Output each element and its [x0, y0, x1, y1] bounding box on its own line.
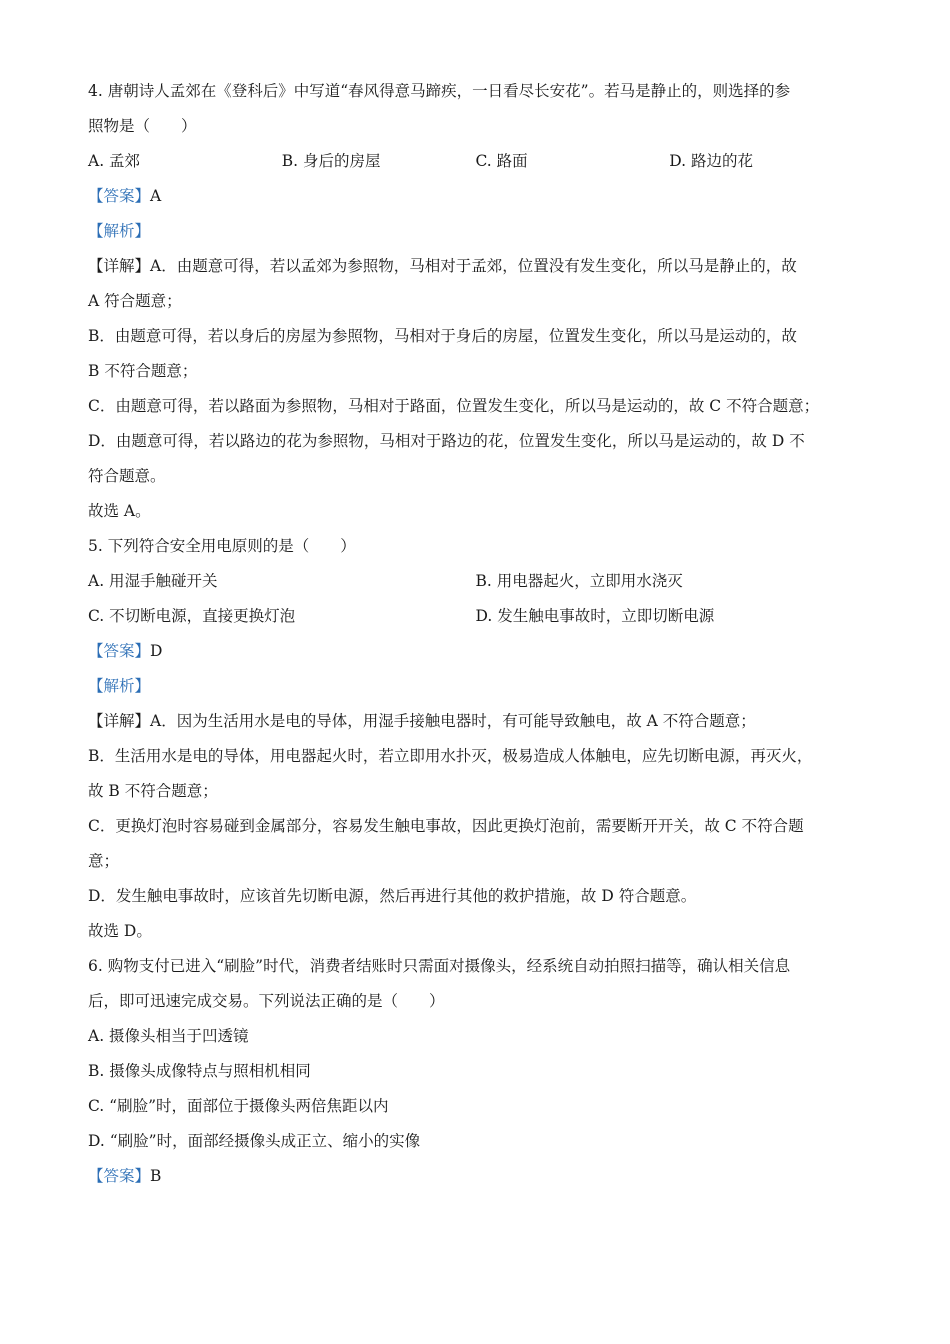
q4-detail-line5: C．由题意可得，若以路面为参照物，马相对于路面，位置发生变化，所以马是运动的，故 C 不符合题意；	[88, 397, 820, 415]
q4-stem-line2: 照物是（ ）	[88, 117, 197, 135]
q4-option-b: B. 身后的房屋	[281, 152, 381, 170]
q5-detail-line4: C．更换灯泡时容易碰到金属部分，容易发生触电事故，因此更换灯泡前，需要断开开关，故 C 不符合题	[88, 817, 804, 835]
q4-conclusion: 故选 A。	[88, 502, 151, 520]
q5-analysis	[88, 673, 863, 708]
q6-option-c: C. “刷脸”时，面部位于摄像头两倍焦距以内	[88, 1097, 389, 1115]
answer-tag: 【答案】	[88, 187, 151, 205]
q5-options-row2	[88, 603, 863, 638]
q4-detail-line3: B．由题意可得，若以身后的房屋为参照物，马相对于身后的房屋，位置发生变化，所以马是运动的，故	[88, 327, 797, 345]
q6-stem-line1: 6. 购物支付已进入“刷脸”时代，消费者结账时只需面对摄像头，经系统自动拍照扫描等，确认相关信息	[88, 957, 791, 975]
answer-tag: 【答案】	[88, 1167, 151, 1185]
q6-answer	[88, 1163, 863, 1198]
q4-analysis	[88, 218, 863, 253]
q5-option-a: A. 用湿手触碰开关	[88, 572, 218, 590]
analysis-tag: 【解析】	[88, 677, 151, 695]
q4-detail-line7: 符合题意。	[88, 467, 166, 485]
q4-option-a: A. 孟郊	[88, 152, 141, 170]
q4-answer-value: A	[150, 187, 162, 205]
q5-detail-line3: 故 B 不符合题意；	[88, 782, 218, 800]
q5-answer-value: D	[150, 642, 163, 660]
q6-answer-value: B	[150, 1167, 162, 1185]
q4-detail-line4: B 不符合题意；	[88, 362, 198, 380]
q6-option-a: A. 摄像头相当于凹透镜	[88, 1027, 249, 1045]
q4-detail-text1: A．由题意可得，若以孟郊为参照物，马相对于孟郊，位置没有发生变化，所以马是静止的，故	[150, 257, 797, 275]
q5-detail-line6: D．发生触电事故时，应该首先切断电源，然后再进行其他的救护措施，故 D 符合题意。	[88, 887, 697, 905]
q5-answer	[88, 638, 863, 673]
q4-detail-line1	[88, 253, 863, 288]
q5-options-row1	[88, 568, 863, 603]
q4-options	[88, 148, 863, 183]
q5-conclusion: 故选 D。	[88, 922, 152, 940]
analysis-tag: 【解析】	[88, 222, 151, 240]
q4-option-d: D. 路边的花	[669, 152, 753, 170]
detail-tag: 【详解】	[88, 257, 151, 275]
detail-tag: 【详解】	[88, 712, 151, 730]
q4-detail-line2: A 符合题意；	[88, 292, 182, 310]
q5-detail-line1	[88, 708, 863, 743]
q5-stem-line1: 5. 下列符合安全用电原则的是（ ）	[88, 537, 356, 555]
q4-answer	[88, 183, 863, 218]
q4-stem-line1: 4. 唐朝诗人孟郊在《登科后》中写道“春风得意马蹄疾，一日看尽长安花”。若马是静止的，则选择的参	[88, 82, 791, 100]
q6-option-d: D. “刷脸”时，面部经摄像头成正立、缩小的实像	[88, 1132, 421, 1150]
q5-option-d: D. 发生触电事故时，立即切断电源	[475, 607, 715, 625]
q5-option-b: B. 用电器起火，立即用水浇灭	[475, 572, 683, 590]
answer-tag: 【答案】	[88, 642, 151, 660]
document-page	[88, 78, 863, 1198]
q5-detail-text1: A．因为生活用水是电的导体，用湿手接触电器时，有可能导致触电，故 A 不符合题意；	[150, 712, 756, 730]
q4-option-c: C. 路面	[475, 152, 528, 170]
q4-detail-line6: D．由题意可得，若以路边的花为参照物，马相对于路边的花，位置发生变化，所以马是运动的，故 D 不	[88, 432, 805, 450]
q5-detail-line2: B．生活用水是电的导体，用电器起火时，若立即用水扑灭，极易造成人体触电，应先切断电源，再灭火，	[88, 747, 813, 765]
q5-option-c: C. 不切断电源，直接更换灯泡	[88, 607, 296, 625]
q5-detail-line5: 意；	[88, 852, 120, 870]
q6-stem-line2: 后，即可迅速完成交易。下列说法正确的是（ ）	[88, 992, 445, 1010]
q6-option-b: B. 摄像头成像特点与照相机相同	[88, 1062, 311, 1080]
